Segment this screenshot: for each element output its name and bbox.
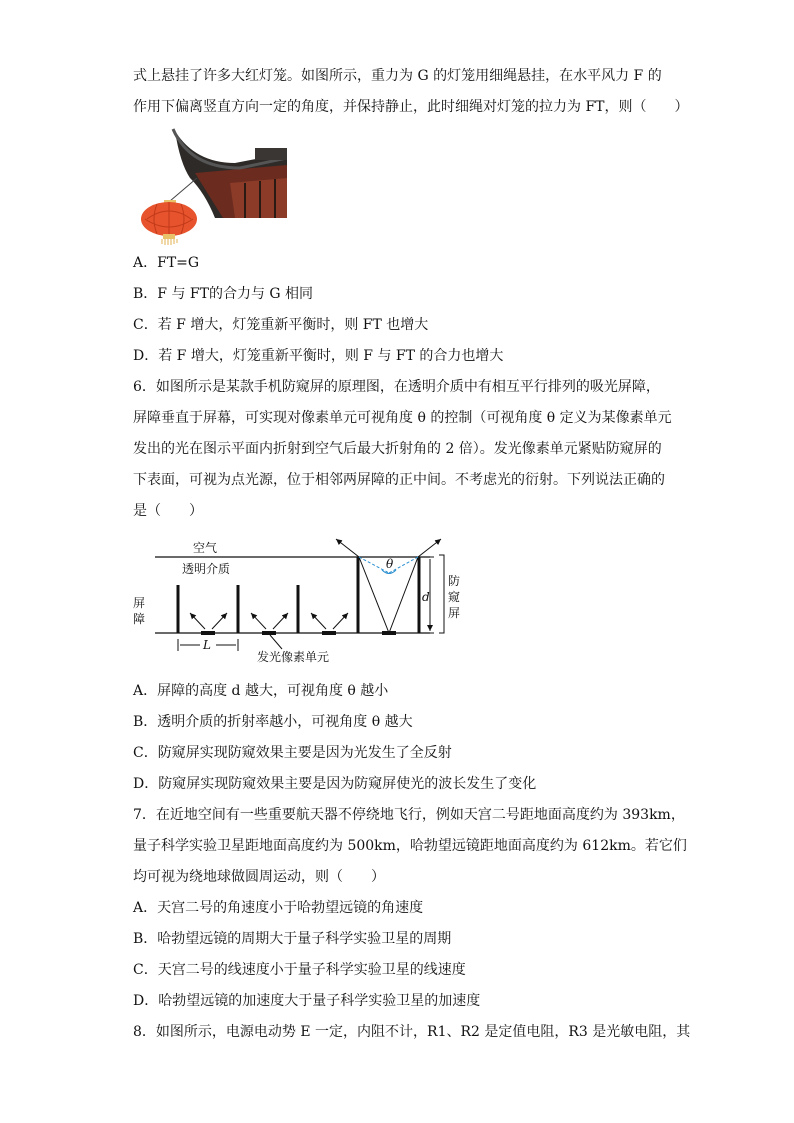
label-screen-1: 防	[448, 574, 461, 588]
q5-option-a: A．FT=G	[133, 255, 200, 271]
label-pixel: 发光像素单元	[257, 650, 330, 664]
q6-stem-line-1: 6．如图所示是某款手机防窥屏的原理图，在透明介质中有相互平行排列的吸光屏障，	[133, 379, 660, 395]
label-medium: 透明介质	[182, 562, 231, 576]
lantern-eave-figure	[135, 123, 287, 245]
q6-stem-line-3: 发出的光在图示平面内折射到空气后最大折射角的 2 倍）。发光像素单元紧贴防窥屏的	[133, 441, 662, 457]
q7-stem-line-3: 均可视为绕地球做圆周运动，则（ ）	[133, 869, 385, 885]
q6-option-d: D．防窥屏实现防窥效果主要是因为防窥屏使光的波长发生了变化	[133, 776, 537, 792]
label-d: d	[422, 590, 430, 604]
q5-option-d: D．若 F 增大，灯笼重新平衡时，则 F 与 FT 的合力也增大	[133, 348, 504, 364]
label-air: 空气	[193, 541, 218, 555]
label-screen-2: 窥	[448, 590, 461, 604]
q8-stem-line-1: 8．如图所示，电源电动势 E 一定，内阻不计，R1、R2 是定值电阻，R3 是光敏电阻，其	[133, 1024, 691, 1040]
q6-stem-line-5: 是（ ）	[133, 503, 203, 519]
q7-stem-line-1: 7．在近地空间有一些重要航天器不停绕地飞行，例如天宫二号距地面高度约为 393km，	[133, 807, 685, 823]
label-screen-3: 屏	[448, 606, 461, 620]
q6-option-a: A．屏障的高度 d 越大，可视角度 θ 越小	[133, 683, 389, 699]
q7-option-d: D．哈勃望远镜的加速度大于量子科学实验卫星的加速度	[133, 993, 481, 1009]
label-theta: θ	[386, 557, 394, 571]
privacy-screen-diagram	[130, 535, 470, 665]
q7-option-a: A．天宫二号的角速度小于哈勃望远镜的角速度	[133, 900, 424, 916]
q6-option-c: C．防窥屏实现防窥效果主要是因为光发生了全反射	[133, 745, 452, 761]
q7-stem-line-2: 量子科学实验卫星距地面高度约为 500km，哈勃望远镜距地面高度约为 612km。若它们	[133, 838, 687, 854]
label-barrier-2: 障	[133, 612, 146, 626]
q5-stem-line-1: 式上悬挂了许多大红灯笼。如图所示，重力为 G 的灯笼用细绳悬挂，在水平风力 F 的	[133, 68, 662, 84]
q5-stem-line-2: 作用下偏离竖直方向一定的角度，并保持静止，此时细绳对灯笼的拉力为 FT，则（ ）	[133, 99, 689, 115]
q6-stem-line-4: 下表面，可视为点光源，位于相邻两屏障的正中间。不考虑光的衍射。下列说法正确的	[133, 472, 665, 488]
q7-option-b: B．哈勃望远镜的周期大于量子科学实验卫星的周期	[133, 931, 452, 947]
q6-option-b: B．透明介质的折射率越小，可视角度 θ 越大	[133, 714, 413, 730]
q5-option-c: C．若 F 增大，灯笼重新平衡时，则 FT 也增大	[133, 317, 429, 333]
q6-stem-line-2: 屏障垂直于屏幕，可实现对像素单元可视角度 θ 的控制（可视角度 θ 定义为某像素单元	[133, 410, 672, 426]
q7-option-c: C．天宫二号的线速度小于量子科学实验卫星的线速度	[133, 962, 466, 978]
label-L: L	[203, 638, 211, 652]
label-barrier-1: 屏	[133, 596, 146, 610]
q5-option-b: B．F 与 FT的合力与 G 相同	[133, 286, 314, 302]
